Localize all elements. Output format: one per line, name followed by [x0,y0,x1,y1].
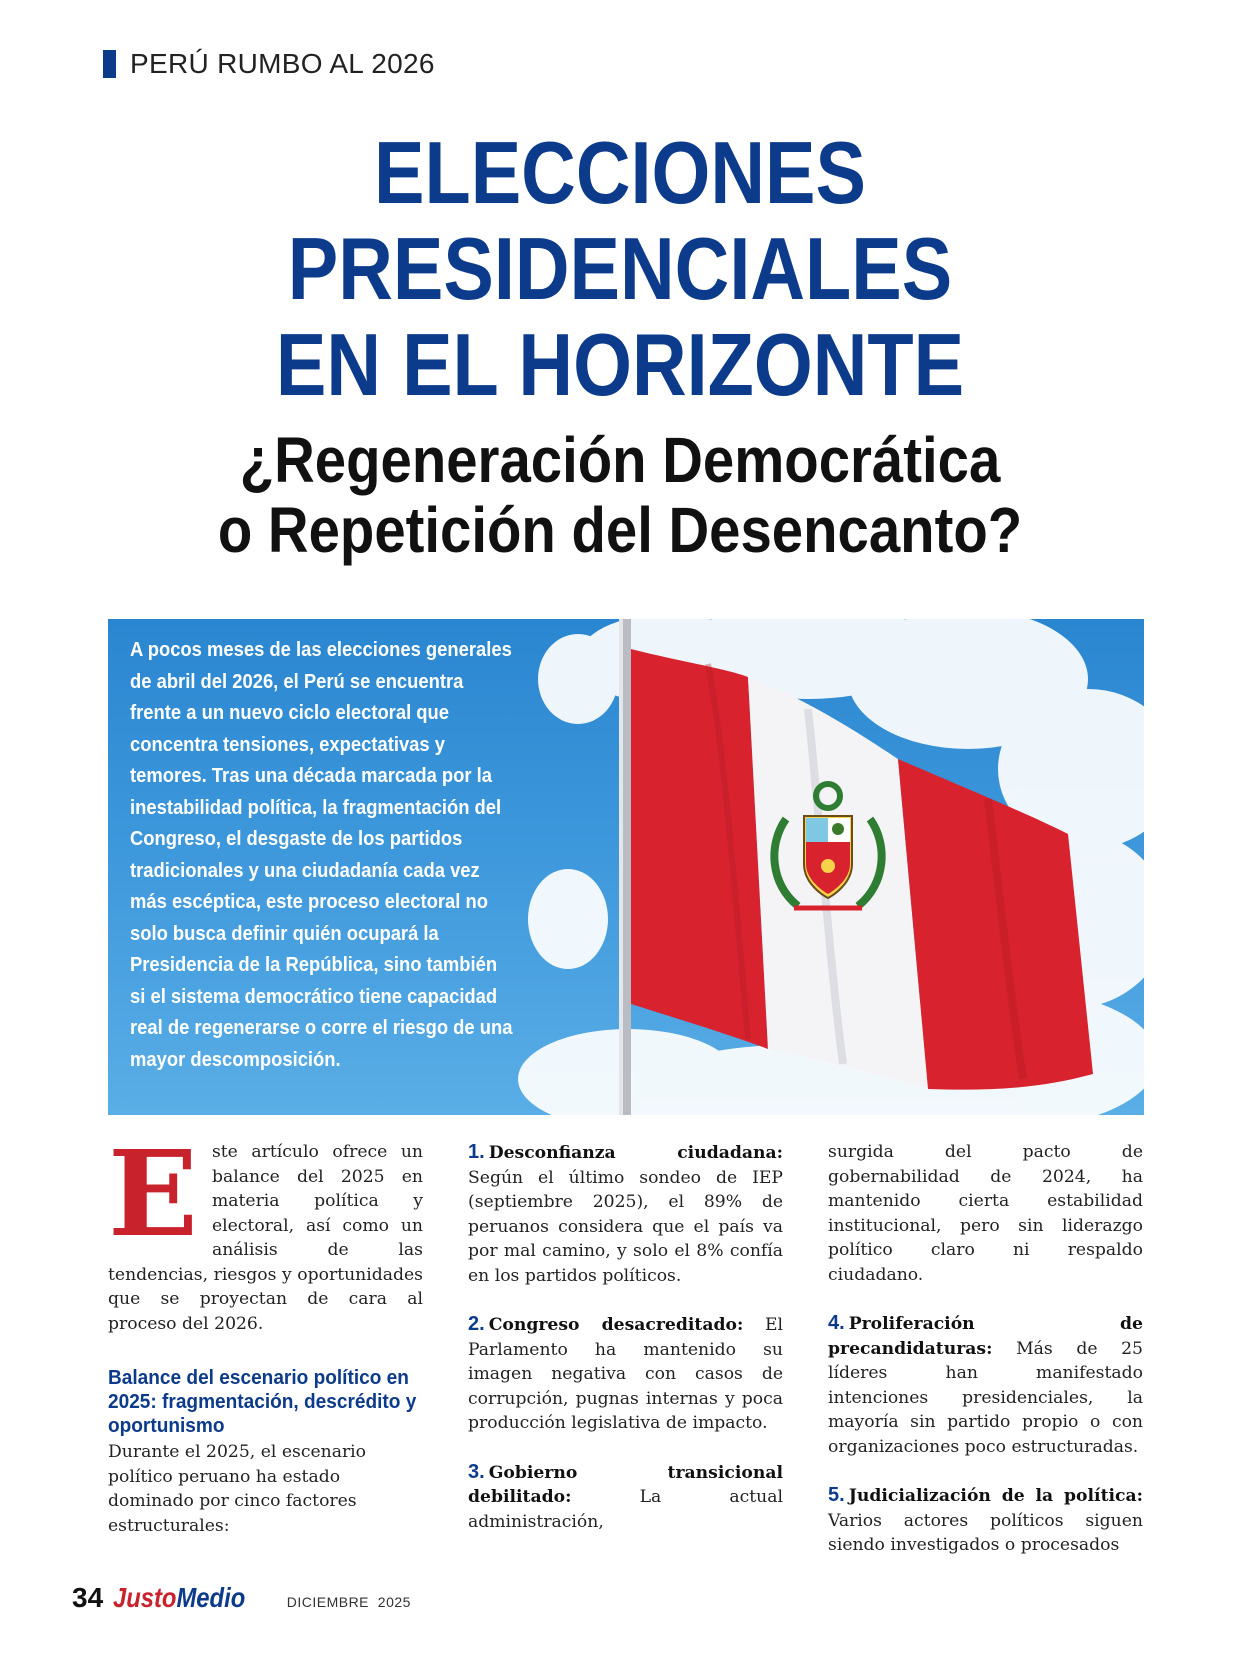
item-number: 2. [468,1313,485,1335]
item-number: 5. [828,1484,845,1506]
magazine-logo [113,1582,245,1614]
intro-paragraph: A pocos meses de las elecciones generales de abril del 2026, el Perú se encuentra frente a un nuevo ciclo electoral que concentra tensiones, expectativas y temores. Tras una década marcada por la inestabilidad política, la fragmentación del Congreso, el desgaste de los partidos tradicionales y una ciudadanía cada vez más escéptica, este proceso electoral no solo busca definir quién ocupará la Presidencia de la República, sino también si el sistema democrático tiene capacidad real de regenerarse o corre el riesgo de una mayor descomposición. [130,639,513,1071]
headline-line-3: EN EL HORIZONTE [275,315,965,414]
list-item-continued: surgida del pacto de gobernabilidad de 2024, ha mantenido cierta estabilidad institucional, pero sin liderazgo político claro ni respaldo ciudadano. [828,1142,1143,1285]
drop-cap: E [108,1124,198,1263]
item-text: El Parlamento ha mantenido su imagen negativa con casos de corrupción, pugnas internas y poca producción legislativa de impacto. [468,1315,783,1433]
article-subheadline [74,425,1165,565]
lead-text: ste artículo ofrece un balance del 2025 en materia política y electoral, así como un análisis de las tendencias, riesgos y oportunidades que se proyectan de cara al proceso del 2026. [108,1142,423,1334]
hero-image [108,619,1144,1115]
logo-part-2: Medio [176,1582,246,1613]
list-item [468,1140,783,1288]
column-1 [108,1124,423,1562]
headline-line-1: ELECCIONES [373,123,867,222]
section-intro: Durante el 2025, el escenario político peruano ha estado dominado por cinco factores estructurales: [108,1442,367,1536]
item-number: 1. [468,1141,485,1163]
item-text: Según el último sondeo de IEP (septiembre 2025), el 89% de peruanos considera que el país va por mal camino, y solo el 8% confía en los partidos políticos. [468,1167,783,1286]
item-number: 4. [828,1312,845,1334]
item-text: La actual administración, [468,1487,783,1532]
item-title: Judicialización de la política: [848,1486,1143,1506]
lead-paragraph [108,1124,423,1336]
list-item [828,1311,1143,1459]
item-title: Desconfianza ciudadana: [488,1143,783,1163]
headline-line-2: PRESIDENCIALES [287,219,953,318]
item-title: Gobierno transicional debilitado: [468,1462,783,1507]
list-item [828,1483,1143,1558]
item-number: 3. [468,1460,485,1483]
list-item [468,1460,783,1535]
item-title: Congreso desacreditado: [488,1315,744,1335]
article-headline [87,125,1153,413]
page-footer [72,1582,411,1614]
issue-date: DICIEMBRE 2025 [286,1594,411,1610]
column-2 [468,1140,783,1558]
item-text: Varios actores políticos siguen siendo investigados o procesados [828,1510,1143,1555]
item-title: Proliferación de precandidaturas: [828,1314,1143,1359]
page-number: 34 [72,1582,104,1613]
subheadline-line-1: ¿Regeneración Democrática [239,424,1001,496]
section-label: PERÚ RUMBO AL 2026 [130,48,435,79]
item-text: Más de 25 líderes han manifestado intenciones presidenciales, la mayoría sin partido propio o con organizaciones poco estructuradas. [828,1338,1143,1457]
section-marker [103,50,116,78]
logo-part-1: Justo [113,1582,177,1613]
section-tag [103,48,435,80]
column-3 [828,1140,1143,1582]
subheadline-line-2: o Repetición del Desencanto? [217,494,1023,566]
list-item [468,1312,783,1436]
section-subtitle: Balance del escenario político en 2025: fragmentación, descrédito y oportunismo [108,1366,417,1437]
